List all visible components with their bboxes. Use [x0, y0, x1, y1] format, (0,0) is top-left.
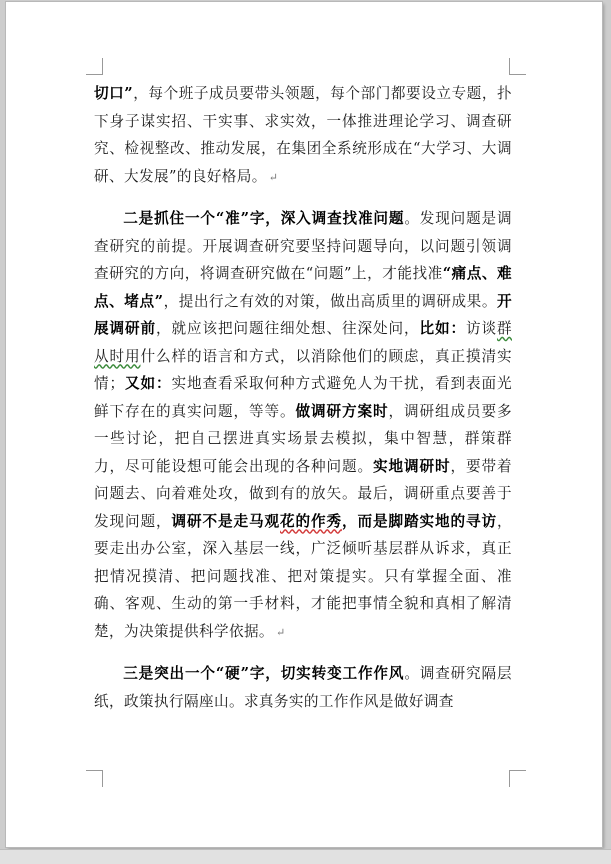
bold-text: 比如： [419, 320, 466, 337]
paragraph-spacing [94, 646, 512, 660]
body-text: 。调查研究隔层纸，政策执行隔座山。求真务实的工作作风是做好调查 [94, 665, 512, 710]
spelling-flagged-text[interactable]: 花的作秀 [280, 512, 342, 530]
crop-mark-bottom-left [86, 770, 103, 787]
paragraph-1[interactable] [94, 80, 512, 191]
body-text: 访谈 [465, 320, 497, 337]
bold-text: ，而是脚踏实地的寻访 [342, 512, 497, 530]
document-page[interactable] [6, 2, 602, 847]
body-text: 。发现问题是调查研究的前提。开展调查研究要坚持问题导向，以问题引领调查研究的方向，将调查研究做在“问题”上，才能找准 [94, 210, 512, 282]
paragraph-mark-icon: ↵ [268, 170, 279, 184]
crop-mark-top-left [86, 58, 103, 75]
body-text: ，要走出办公室，深入基层一线，广泛倾听基层群从诉求，真正把情况摸清、把问题找准、把对策提实。只有掌握全面、准确、客观、生动的第一手材料，才能把事情全貌和真相了解清楚，为决策提供科学依据。 [94, 512, 512, 640]
body-text: ，要带着问题去、向着难处攻，做到有的放矢。最后，调研重点要善于发现问题， [94, 457, 512, 530]
body-text: ，提出行之有效的对策，做出高质里的调研成果。 [163, 292, 497, 310]
bold-text: 又如： [124, 375, 172, 392]
heading-text: 三是突出一个“硬”字，切实转变工作作风 [123, 665, 405, 682]
heading-text: 二是抓住一个“准”字，深入调查找准问题 [123, 210, 405, 227]
crop-mark-top-right [509, 58, 526, 75]
grammar-flagged-text[interactable]: 群从时用 [94, 320, 512, 365]
paragraph-spacing [94, 191, 512, 205]
bold-text: 实地调研时 [373, 457, 451, 475]
body-text: ，调研组成员要多一些讨论，把自己摆进真实场景去模拟，集中智慧，群策群力，尽可能设想可能会出现的各种问题。 [94, 402, 512, 475]
document-body[interactable] [94, 80, 512, 715]
paragraph-mark-icon: ↵ [275, 625, 286, 639]
bold-text: “痛点、难点、堵点” [94, 265, 512, 310]
body-text: ，每个班子成员要带头领题，每个部门都要设立专题，扑下身子谋实招、干实事、求实效，一体推进理论学习、调查研究、检视整改、推动发展，在集团全系统形成在“大学习、大调研、大发展”的良好格局。 [94, 85, 512, 185]
crop-mark-bottom-right [509, 770, 526, 787]
body-text: ，就应该把问题往细处想、往深处问， [156, 320, 420, 337]
paragraph-2[interactable] [94, 205, 512, 646]
bold-text: 开展调研前 [94, 292, 512, 337]
bold-text: 调研不是走马观 [171, 512, 280, 530]
body-text: 实地查看采取何种方式避免人为干扰，看到表面光鲜下存在的真实问题，等等。 [94, 375, 512, 420]
status-bar [0, 849, 611, 864]
paragraph-3[interactable] [94, 660, 512, 715]
bold-text: 切口” [94, 85, 134, 102]
bold-text: 做调研方案时 [295, 402, 389, 420]
body-text: 什么样的语言和方式，以消除他们的顾虑，真正摸清实情； [94, 347, 512, 392]
